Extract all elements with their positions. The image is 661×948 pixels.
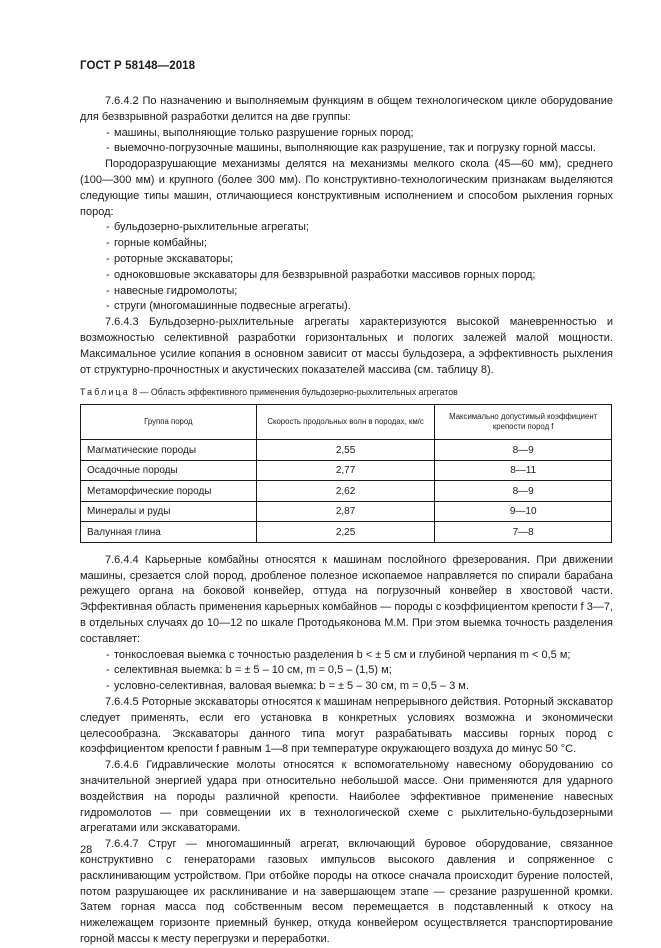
column-header-rock-group: Группа пород — [81, 405, 257, 440]
list-item: - выемочно-погрузочные машины, выполняющие как разрушение, так и погрузку горной массы. — [106, 141, 613, 157]
table-cell: 8—9 — [435, 440, 612, 461]
list-item: - струги (многомашинные подвесные агрегаты). — [106, 299, 613, 315]
table-cell: Осадочные породы — [81, 460, 257, 481]
document-header: ГОСТ Р 58148—2018 — [80, 60, 196, 72]
table-cell: Валунная глина — [81, 522, 257, 543]
equipment-groups-list — [80, 126, 613, 158]
table-caption-text: 8 — Область эффективного применения бульдозерно-рыхлительных агрегатов — [129, 387, 458, 398]
clause-7-6-4-5: 7.6.4.5 Роторные экскаваторы относятся к машинам непрерывного действия. Роторный экскаватор следует применять, если его установка в конкретных условиях возможна и экономически целесообразна. Экскаваторы данного типа могут разрабатывать массивы горных пород с коэффициентом крепости f равным 1—8 при температуре окружающего воздуха до минус 50 °С. — [80, 696, 613, 756]
clause-7-6-4-7: 7.6.4.7 Струг — многомашинный агрегат, включающий буровое оборудование, связанное конструктивно с генераторами газовых импульсов высокого давления и сопряженное с расклинивающим устройством. При отбойке породы на откосе сначала происходит бурение полостей, потом разрушающее их расклинивание и на завершающем этапе — срезание разрушенной кромки. Затем горная масса под собственным весом перемещается в подставленный к откосу на нижележащем горизонте приемный бункер, откуда конвейером осуществляется транспортирование горной массы к месту перегрузки и переработки. — [80, 838, 613, 945]
list-item: - машины, выполняющие только разрушение горных пород; — [106, 126, 613, 142]
clause-7-6-4-3: 7.6.4.3 Бульдозерно-рыхлительные агрегаты характеризуются высокой маневренностью и возможностью селективной разработки горизонтальных и пологих залежей малой мощности. Максимальное усилие копания в основном зависит от массы бульдозера, а эффективность рыхления от структурно-прочностных и акустических показателей массива (см. таблицу 8). — [80, 316, 613, 376]
list-item: - навесные гидромолоты; — [106, 284, 613, 300]
table-cell: 7—8 — [435, 522, 612, 543]
table-cell: 9—10 — [435, 501, 612, 522]
clause-7-6-4-4: 7.6.4.4 Карьерные комбайны относятся к машинам послойного фрезерования. При движении машины, срезается слой пород, дробленое полезное ископаемое направляется по спирали барабана режущего органа на боковой конвейер, оттуда на погрузочный конвейер в хвостовой части. Эффективная область применения карьерных комбайнов — породы с коэффициентом крепости f 3—7, в отдельных случаях до 10—12 по шкале Протодьяконова М.М. При этом выемка точность разделения составляет: — [80, 553, 613, 645]
list-item: - селективная выемка: b = ± 5 – 10 см, m = 0,5 – (1,5) м; — [106, 663, 613, 679]
table-cell: Магматические породы — [81, 440, 257, 461]
list-item: - условно-селективная, валовая выемка: b = ± 5 – 30 см, m = 0,5 – 3 м. — [106, 679, 613, 695]
paragraph-rock-breaking: Породоразрушающие механизмы делятся на механизмы мелкого скола (45—60 мм), среднего (100—300 мм) и крупного (более 300 мм). По конструктивно-технологическим признакам выделяются следующие типы машин, отличающиеся конструктивным исполнением и способом рыхления горных пород: — [80, 158, 613, 218]
table-cell: 2,87 — [256, 501, 435, 522]
list-item: - горные комбайны; — [106, 236, 613, 252]
page-number: 28 — [80, 844, 93, 856]
table-cell: 2,25 — [256, 522, 435, 543]
clause-7-6-4-6: 7.6.4.6 Гидравлические молоты относятся к вспомогательному навесному оборудованию со значительной энергией удара при относительно небольшой массе. Они применяются для ударного воздействия на породы различной крепости. Наиболее эффективное применение навесных гидромолотов — при совмещении их в технологической схеме с рыхлительно-бульдозерными агрегатами или экскаваторами. — [80, 759, 613, 835]
table-caption — [80, 386, 613, 398]
page-body — [80, 94, 613, 948]
table-cell: Метаморфические породы — [81, 481, 257, 502]
table-cell: 2,55 — [256, 440, 435, 461]
table-cell: 2,77 — [256, 460, 435, 481]
excavation-accuracy-list — [80, 648, 613, 695]
table-row — [81, 481, 612, 502]
table-row — [81, 460, 612, 481]
table-header-row — [81, 405, 612, 440]
table-cell: 2,62 — [256, 481, 435, 502]
machine-types-list — [80, 220, 613, 315]
column-header-strength-coefficient: Максимально допустимый коэффициент крепости пород f — [435, 405, 612, 440]
list-item: - роторные экскаваторы; — [106, 252, 613, 268]
table-label: Таблица — [80, 387, 130, 398]
table-row — [81, 522, 612, 543]
list-item: - одноковшовые экскаваторы для безвзрывной разработки массивов горных пород; — [106, 268, 613, 284]
column-header-wave-speed: Скорость продольных волн в породах, км/с — [256, 405, 435, 440]
table-row — [81, 501, 612, 522]
table-8 — [80, 404, 612, 543]
clause-7-6-4-2: 7.6.4.2 По назначению и выполняемым функциям в общем технологическом цикле оборудование для безвзрывной разработки делится на две группы: — [80, 95, 613, 123]
table-cell: 8—9 — [435, 481, 612, 502]
list-item: - тонкослоевая выемка с точностью разделения b < ± 5 см и глубиной черпания m < 0,5 м; — [106, 648, 613, 664]
list-item: - бульдозерно-рыхлительные агрегаты; — [106, 220, 613, 236]
table-row — [81, 440, 612, 461]
table-cell: 8—11 — [435, 460, 612, 481]
table-cell: Минералы и руды — [81, 501, 257, 522]
